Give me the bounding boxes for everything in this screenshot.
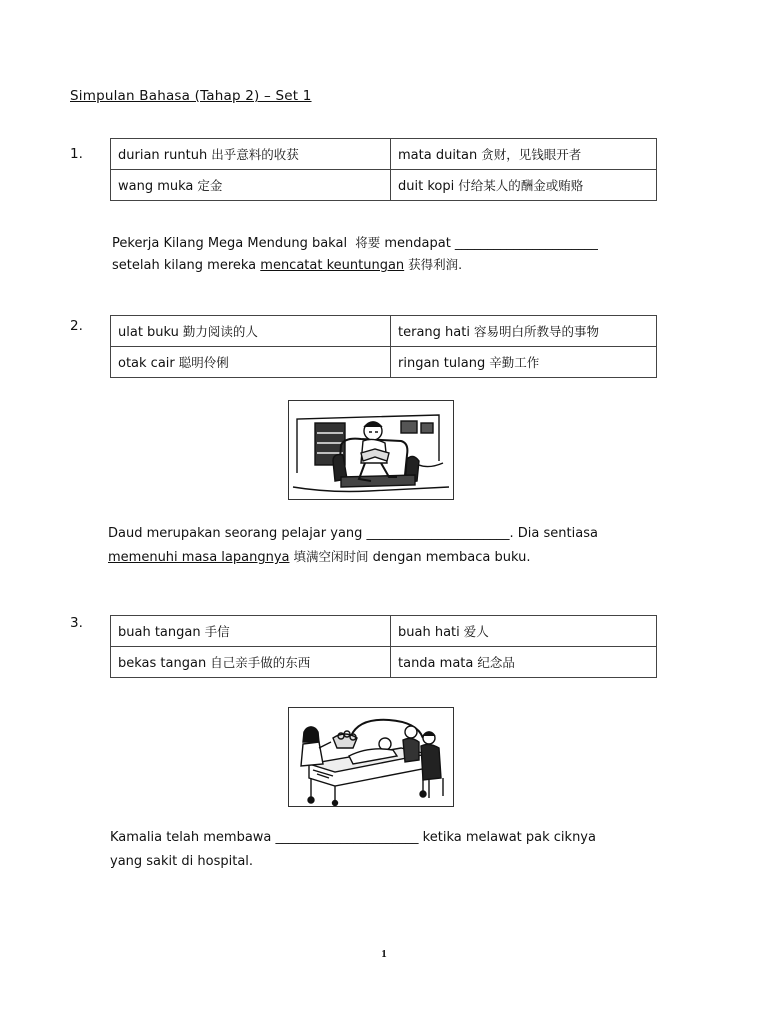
hospital-visit-drawing (289, 708, 453, 806)
question-number: 3. (70, 615, 83, 631)
table-row (111, 347, 657, 378)
question-sentence-line: Daud merupakan seorang pelajar yang ______________________. Dia sentiasa (108, 526, 598, 541)
table-row (111, 316, 657, 347)
boy-reading-drawing (289, 401, 453, 499)
page-number: 1 (381, 948, 387, 960)
document-title: Simpulan Bahasa (Tahap 2) – Set 1 (70, 88, 312, 104)
idiom-table-3 (110, 615, 657, 678)
question-number: 1. (70, 146, 83, 162)
table-cell: ringan tulang 辛勤工作 (391, 347, 657, 378)
table-cell: durian runtuh 出乎意料的收获 (111, 139, 391, 170)
question-sentence-line: setelah kilang mereka mencatat keuntungan 获得利润. (112, 257, 463, 273)
table-cell: wang muka 定金 (111, 170, 391, 201)
table-cell: buah hati 爱人 (391, 616, 657, 647)
table-row (111, 170, 657, 201)
table-cell: mata duitan 贪财，见钱眼开者 (391, 139, 657, 170)
table-cell: terang hati 容易明白所教导的事物 (391, 316, 657, 347)
question-number: 2. (70, 318, 83, 334)
table-cell: otak cair 聪明伶俐 (111, 347, 391, 378)
question-sentence-line: Pekerja Kilang Mega Mendung bakal 将要 mendapat ______________________ (112, 235, 598, 251)
idiom-table-1 (110, 138, 657, 201)
question-sentence-line: Kamalia telah membawa ______________________ ketika melawat pak ciknya (110, 830, 596, 845)
table-cell: ulat buku 勤力阅读的人 (111, 316, 391, 347)
question-sentence-line: yang sakit di hospital. (110, 854, 254, 869)
illustration-hospital-visit (288, 707, 454, 807)
idiom-table-2 (110, 315, 657, 378)
question-sentence-line: memenuhi masa lapangnya 填满空闲时间 dengan membaca buku. (108, 549, 531, 565)
table-cell: tanda mata 纪念品 (391, 647, 657, 678)
table-row (111, 647, 657, 678)
table-cell: buah tangan 手信 (111, 616, 391, 647)
table-cell: duit kopi 付给某人的酬金或贿赂 (391, 170, 657, 201)
illustration-boy-reading (288, 400, 454, 500)
table-cell: bekas tangan 自己亲手做的东西 (111, 647, 391, 678)
table-row (111, 139, 657, 170)
table-row (111, 616, 657, 647)
